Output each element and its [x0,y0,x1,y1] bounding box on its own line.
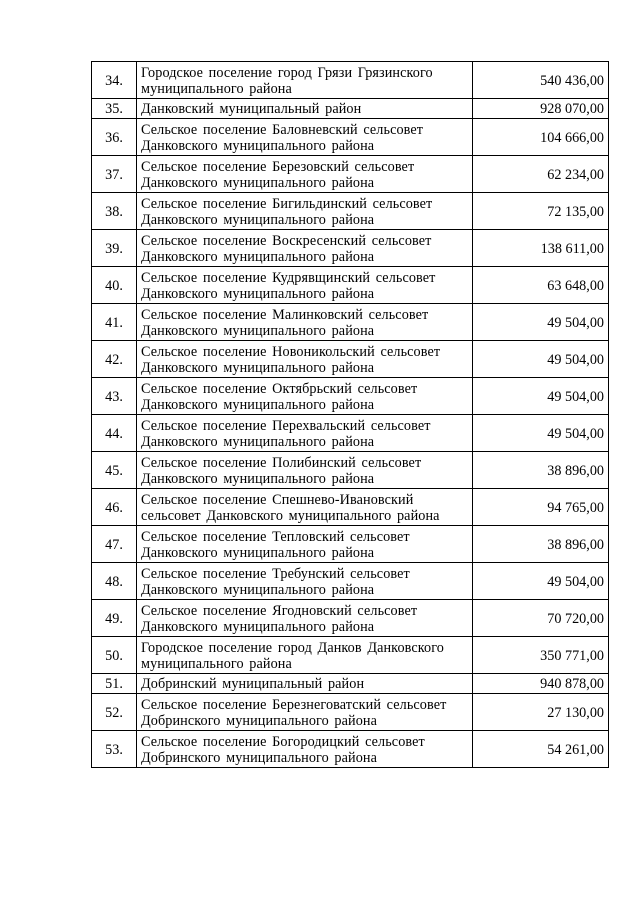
table-row [92,62,609,99]
amount: 928 070,00 [473,99,609,119]
table-row [92,341,609,378]
table-row [92,99,609,119]
table-row [92,694,609,731]
table-row [92,378,609,415]
table-row [92,600,609,637]
table-row [92,489,609,526]
amount: 540 436,00 [473,62,609,99]
amount: 940 878,00 [473,674,609,694]
table-row [92,230,609,267]
amount: 49 504,00 [473,341,609,378]
amount: 104 666,00 [473,119,609,156]
table-row [92,563,609,600]
municipality-name: Сельское поселение Ягодновский сельсовет Данковского муниципального района [137,600,473,637]
municipality-name: Добринский муниципальный район [137,674,473,694]
amount: 72 135,00 [473,193,609,230]
municipality-name: Городское поселение город Данков Данковского муниципального района [137,637,473,674]
table-row [92,452,609,489]
amount: 62 234,00 [473,156,609,193]
amount: 49 504,00 [473,415,609,452]
municipality-name: Городское поселение город Грязи Грязинского муниципального района [137,62,473,99]
municipality-name: Сельское поселение Баловневский сельсовет Данковского муниципального района [137,119,473,156]
table-row [92,267,609,304]
municipality-name: Сельское поселение Требунский сельсовет Данковского муниципального района [137,563,473,600]
row-number: 46. [92,489,137,526]
municipality-name: Данковский муниципальный район [137,99,473,119]
municipality-name: Сельское поселение Березнеговатский сельсовет Добринского муниципального района [137,694,473,731]
budget-allocation-table [91,61,609,768]
row-number: 38. [92,193,137,230]
municipality-name: Сельское поселение Богородицкий сельсовет Добринского муниципального района [137,731,473,768]
municipality-name: Сельское поселение Бигильдинский сельсовет Данковского муниципального района [137,193,473,230]
row-number: 50. [92,637,137,674]
municipality-name: Сельское поселение Новоникольский сельсовет Данковского муниципального района [137,341,473,378]
row-number: 41. [92,304,137,341]
amount: 63 648,00 [473,267,609,304]
municipality-name: Сельское поселение Березовский сельсовет Данковского муниципального района [137,156,473,193]
table-row [92,731,609,768]
row-number: 49. [92,600,137,637]
municipality-name: Сельское поселение Спешнево-Ивановский сельсовет Данковского муниципального района [137,489,473,526]
row-number: 52. [92,694,137,731]
municipality-name: Сельское поселение Кудрявщинский сельсовет Данковского муниципального района [137,267,473,304]
row-number: 44. [92,415,137,452]
amount: 27 130,00 [473,694,609,731]
amount: 49 504,00 [473,304,609,341]
row-number: 36. [92,119,137,156]
table-row [92,156,609,193]
municipality-name: Сельское поселение Перехвальский сельсовет Данковского муниципального района [137,415,473,452]
amount: 138 611,00 [473,230,609,267]
amount: 94 765,00 [473,489,609,526]
table-row [92,637,609,674]
table-row [92,304,609,341]
row-number: 51. [92,674,137,694]
municipality-name: Сельское поселение Тепловский сельсовет Данковского муниципального района [137,526,473,563]
amount: 70 720,00 [473,600,609,637]
municipality-name: Сельское поселение Полибинский сельсовет Данковского муниципального района [137,452,473,489]
row-number: 35. [92,99,137,119]
table-row [92,415,609,452]
amount: 38 896,00 [473,452,609,489]
table-row [92,193,609,230]
row-number: 48. [92,563,137,600]
row-number: 39. [92,230,137,267]
amount: 54 261,00 [473,731,609,768]
row-number: 37. [92,156,137,193]
amount: 49 504,00 [473,563,609,600]
table-row [92,119,609,156]
row-number: 45. [92,452,137,489]
amount: 38 896,00 [473,526,609,563]
municipality-name: Сельское поселение Октябрьский сельсовет Данковского муниципального района [137,378,473,415]
row-number: 42. [92,341,137,378]
row-number: 40. [92,267,137,304]
amount: 49 504,00 [473,378,609,415]
amount: 350 771,00 [473,637,609,674]
municipality-name: Сельское поселение Воскресенский сельсовет Данковского муниципального района [137,230,473,267]
table-row [92,674,609,694]
row-number: 43. [92,378,137,415]
municipality-name: Сельское поселение Малинковский сельсовет Данковского муниципального района [137,304,473,341]
row-number: 34. [92,62,137,99]
row-number: 53. [92,731,137,768]
row-number: 47. [92,526,137,563]
table-row [92,526,609,563]
